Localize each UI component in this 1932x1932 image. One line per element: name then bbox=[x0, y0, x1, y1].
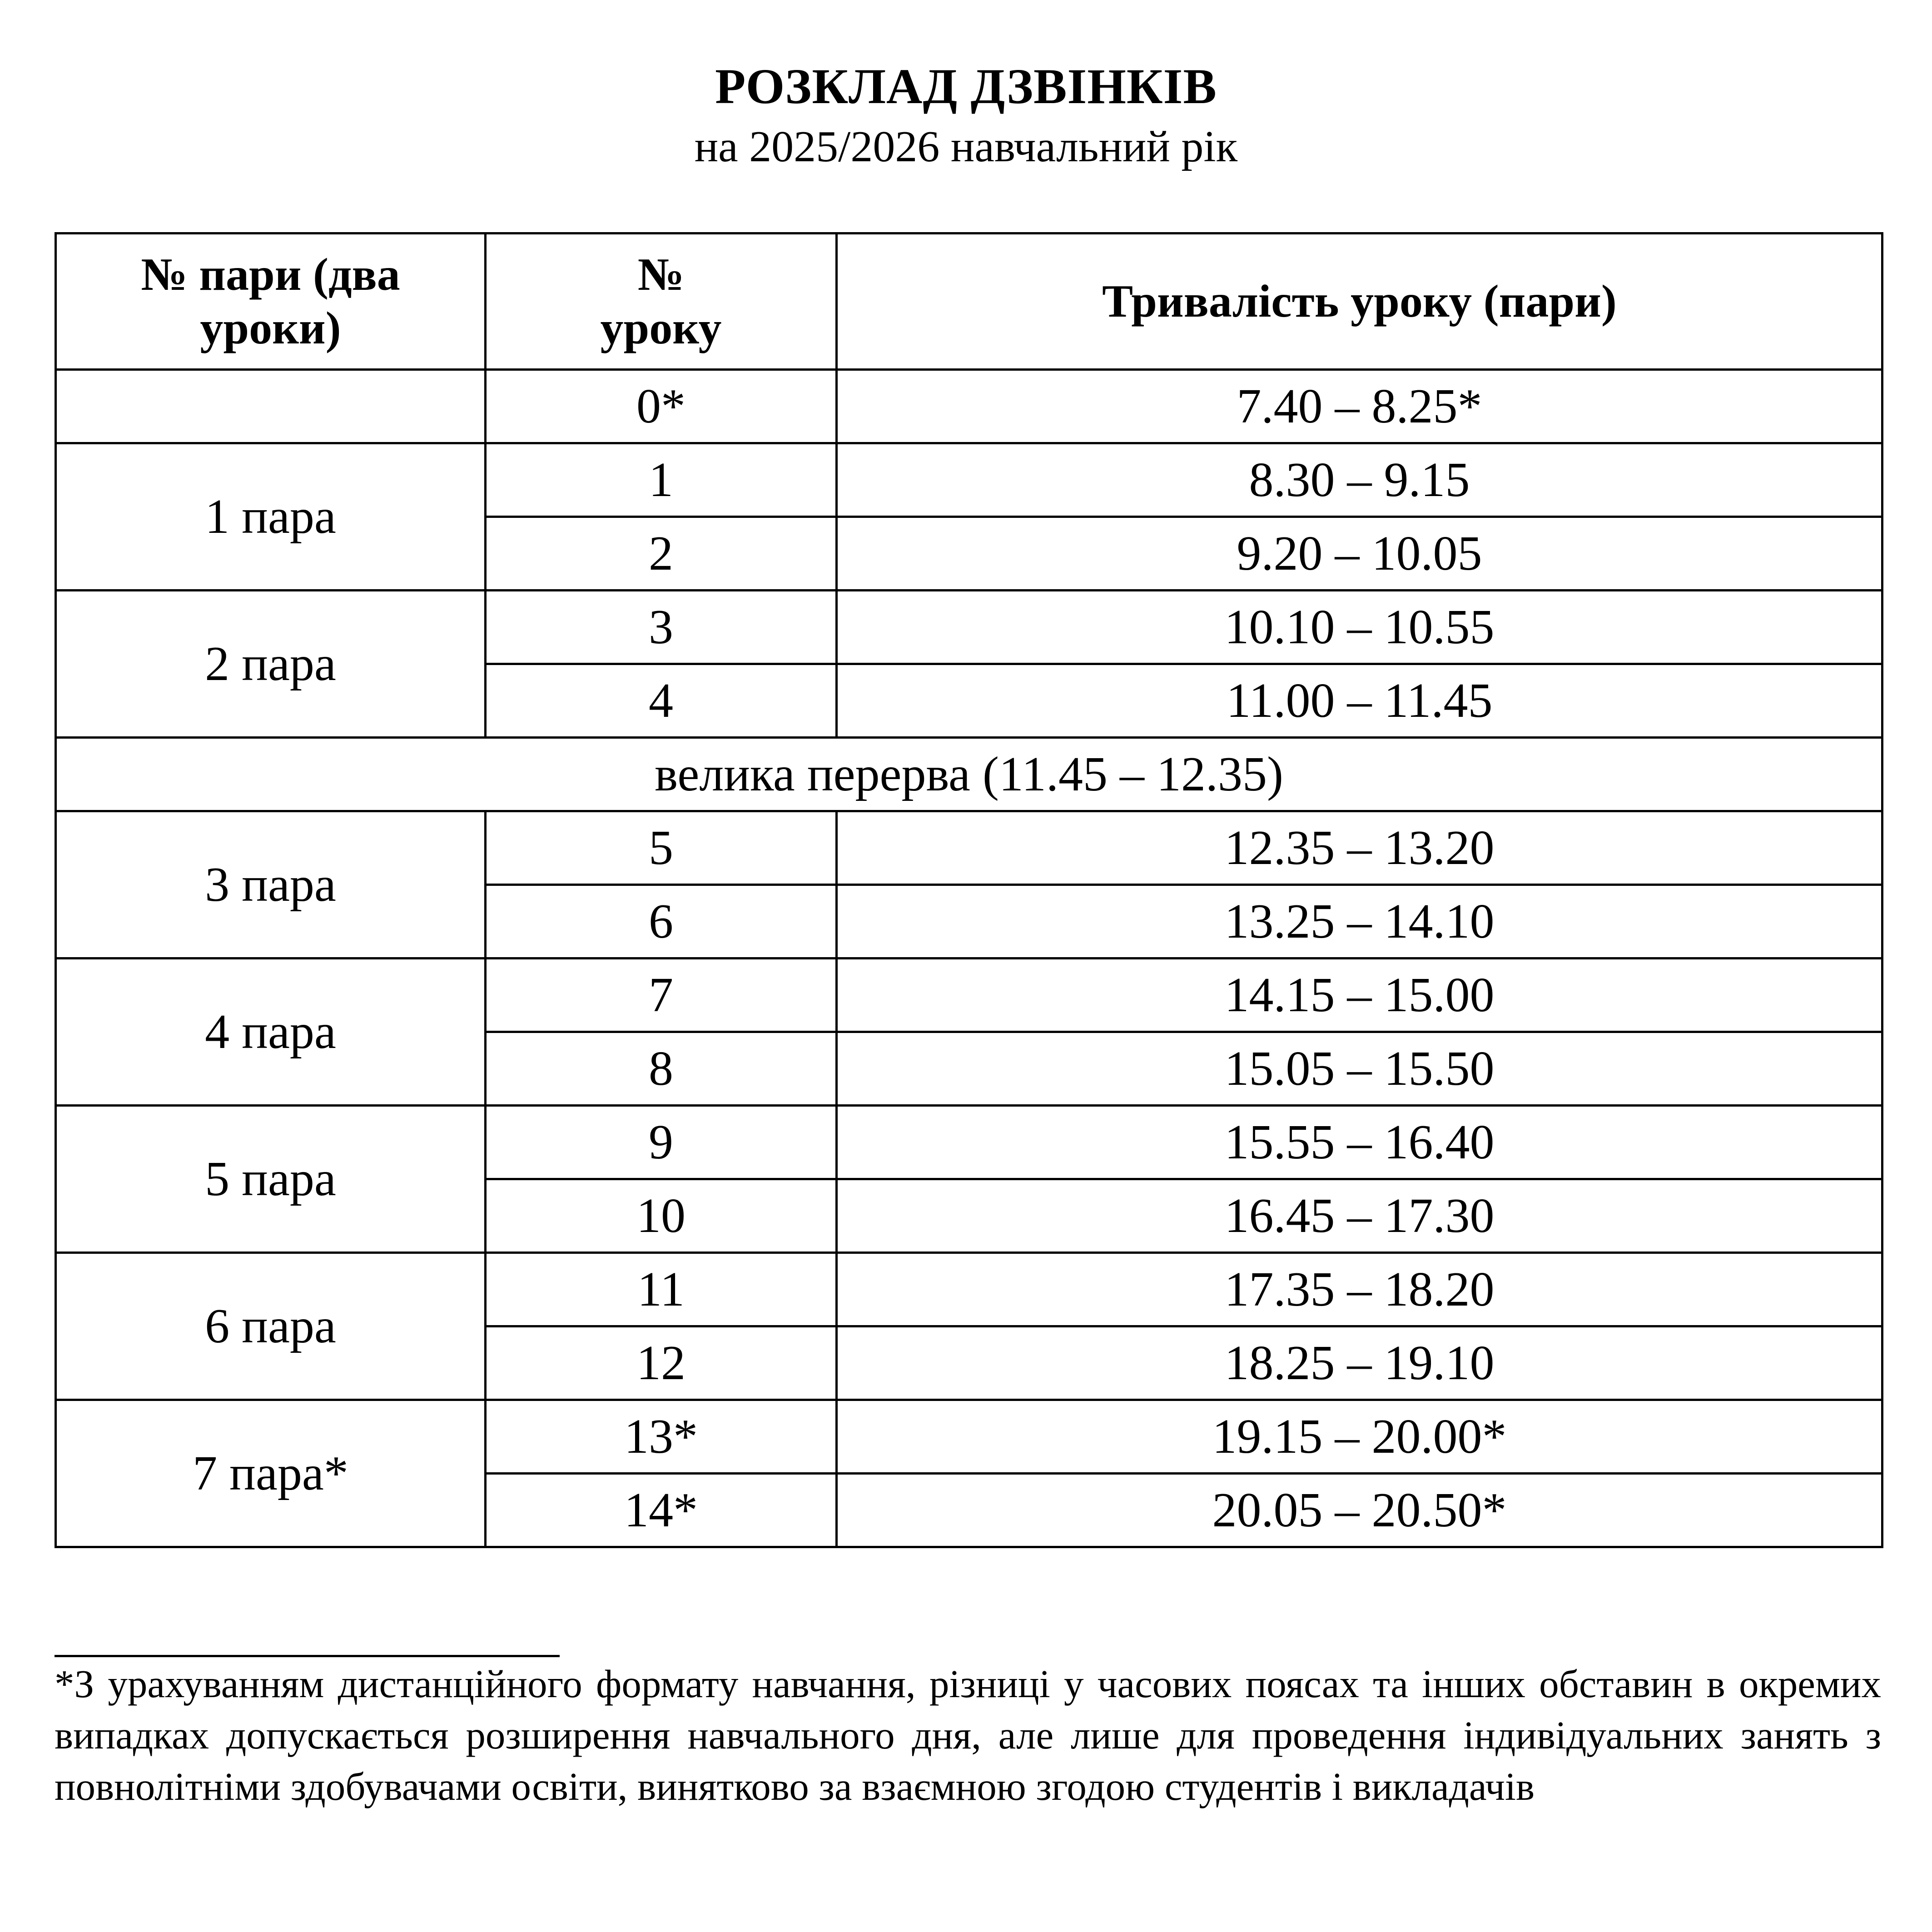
lesson-cell: 3 bbox=[486, 591, 837, 664]
time-cell: 15.05 – 15.50 bbox=[837, 1032, 1882, 1106]
lesson-cell: 12 bbox=[486, 1326, 837, 1400]
time-cell: 16.45 – 17.30 bbox=[837, 1179, 1882, 1253]
lesson-cell: 0* bbox=[486, 370, 837, 443]
time-cell: 13.25 – 14.10 bbox=[837, 885, 1882, 959]
time-cell: 19.15 – 20.00* bbox=[837, 1400, 1882, 1474]
lesson-cell: 2 bbox=[486, 517, 837, 591]
page-subtitle: на 2025/2026 навчальний рік bbox=[694, 122, 1238, 171]
lesson-cell: 7 bbox=[486, 959, 837, 1032]
pair-cell: 5 пара bbox=[56, 1106, 486, 1253]
header-lesson-number bbox=[486, 233, 837, 370]
lesson-cell: 6 bbox=[486, 885, 837, 959]
header-duration bbox=[837, 233, 1882, 370]
pair-cell: 4 пара bbox=[56, 959, 486, 1106]
lesson-cell: 5 bbox=[486, 811, 837, 885]
header-lesson-label: № уроку bbox=[600, 248, 722, 354]
long-break-cell: велика перерва (11.45 – 12.35) bbox=[56, 738, 1882, 811]
pair-cell: 7 пара* bbox=[56, 1400, 486, 1547]
time-cell: 12.35 – 13.20 bbox=[837, 811, 1882, 885]
pair-cell: 2 пара bbox=[56, 591, 486, 738]
page-title: РОЗКЛАД ДЗВІНКІВ bbox=[715, 59, 1217, 114]
time-cell: 10.10 – 10.55 bbox=[837, 591, 1882, 664]
header-duration-label: Тривалість уроку (пари) bbox=[1102, 275, 1617, 327]
footnote-text: *З урахуванням дистанційного формату навчання, різниці у часових поясах та інших обставин в окремих випадках допускається розширення навчального дня, але лише для проведення індивідуальних занять з повнолітніми здобувачами освіти, винятково за взаємною згодою студентів і викладачів bbox=[55, 1662, 1881, 1808]
header-pair-label: № пари (два уроки) bbox=[141, 248, 400, 354]
table-row bbox=[56, 591, 1882, 664]
table-header-row bbox=[56, 233, 1882, 370]
time-cell: 8.30 – 9.15 bbox=[837, 443, 1882, 517]
table-row bbox=[56, 1400, 1882, 1474]
table-row-break bbox=[56, 738, 1882, 811]
lesson-cell: 10 bbox=[486, 1179, 837, 1253]
lesson-cell: 13* bbox=[486, 1400, 837, 1474]
footnote-divider bbox=[55, 1655, 560, 1657]
lesson-cell: 1 bbox=[486, 443, 837, 517]
lesson-cell: 11 bbox=[486, 1253, 837, 1326]
time-cell: 11.00 – 11.45 bbox=[837, 664, 1882, 738]
time-cell: 15.55 – 16.40 bbox=[837, 1106, 1882, 1179]
lesson-cell: 14* bbox=[486, 1474, 837, 1547]
pair-cell bbox=[56, 370, 486, 443]
lesson-cell: 8 bbox=[486, 1032, 837, 1106]
time-cell: 17.35 – 18.20 bbox=[837, 1253, 1882, 1326]
time-cell: 9.20 – 10.05 bbox=[837, 517, 1882, 591]
pair-cell: 6 пара bbox=[56, 1253, 486, 1400]
header-pair-number bbox=[56, 233, 486, 370]
time-cell: 7.40 – 8.25* bbox=[837, 370, 1882, 443]
lesson-cell: 9 bbox=[486, 1106, 837, 1179]
time-cell: 14.15 – 15.00 bbox=[837, 959, 1882, 1032]
table-row bbox=[56, 811, 1882, 885]
bell-schedule-table bbox=[55, 232, 1883, 1548]
table-row bbox=[56, 1106, 1882, 1179]
lesson-cell: 4 bbox=[486, 664, 837, 738]
table-row bbox=[56, 1253, 1882, 1326]
table-row bbox=[56, 959, 1882, 1032]
pair-cell: 1 пара bbox=[56, 443, 486, 591]
table-row bbox=[56, 443, 1882, 517]
time-cell: 20.05 – 20.50* bbox=[837, 1474, 1882, 1547]
table-row bbox=[56, 370, 1882, 443]
pair-cell: 3 пара bbox=[56, 811, 486, 959]
time-cell: 18.25 – 19.10 bbox=[837, 1326, 1882, 1400]
